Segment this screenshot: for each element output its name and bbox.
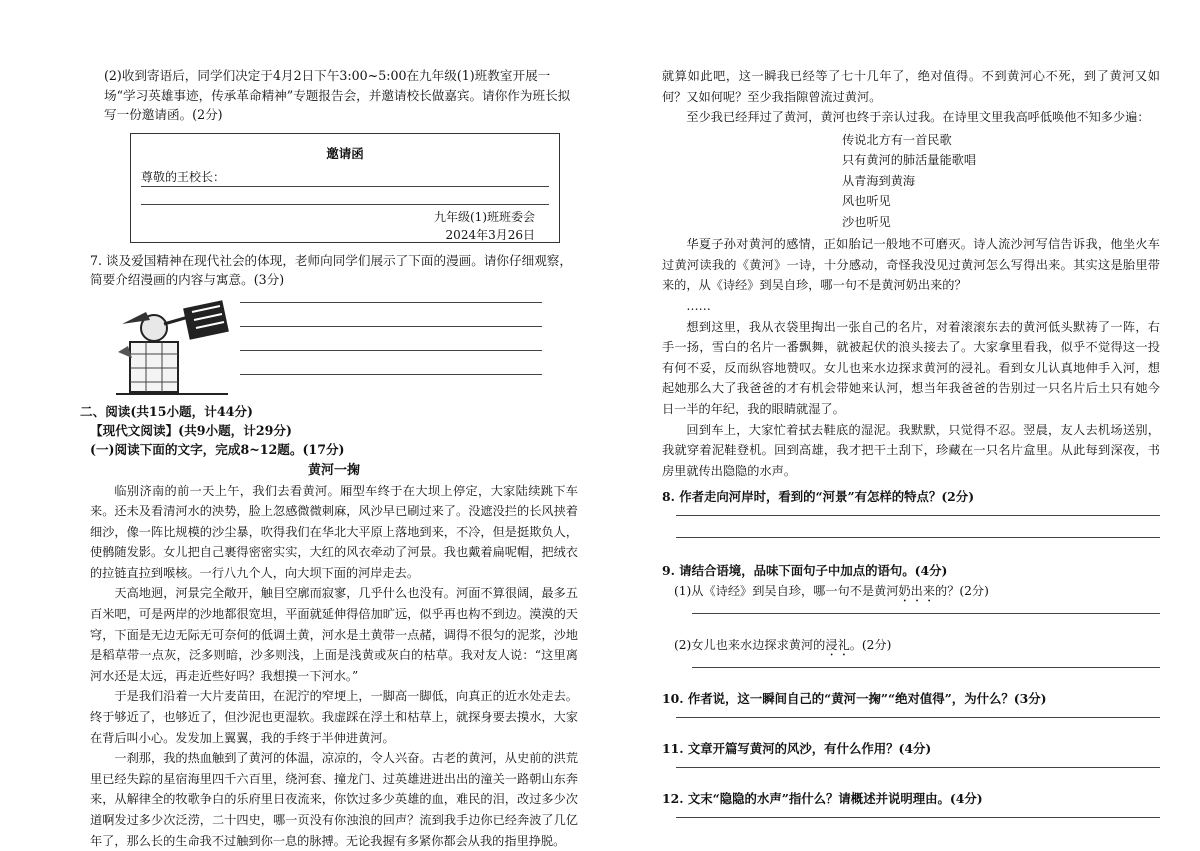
answer-line[interactable] <box>240 350 542 374</box>
answer-line[interactable] <box>141 204 549 205</box>
passage-paragraph: 回到车上，大家忙着拭去鞋底的湿泥。我默默，只觉得不忍。翌晨，友人去机场送别，我就穿着泥鞋登机。回到高雄，我才把干土刮下，珍藏在一只名片盒里。从此每到深夜，书房里就传出隐隐的水声。 <box>662 422 1160 478</box>
question-8: 8. 作者走向河岸时，看到的“河景”有怎样的特点？(2分) <box>662 489 975 505</box>
question-6-2: (2)收到寄语后，同学们决定于4月2日下午3:00~5:00在九年级(1)班教室开展一场“学习英雄事迹，传承革命精神”专题报告会，并邀请校长做嘉宾。请你作为班长拟写一份邀请函。(2分) <box>104 68 571 122</box>
answer-line[interactable] <box>676 767 1160 789</box>
q7-answer-lines <box>240 302 542 398</box>
question-10: 10. 作者说，这一瞬间自己的“黄河一掬”“绝对值得”，为什么？(3分) <box>662 691 1047 707</box>
invitation-salutation: 尊敬的王校长： <box>141 169 226 184</box>
q9-1-answer-lines <box>692 613 1160 635</box>
cartoon-image <box>112 294 232 398</box>
passage-paragraph: 于是我们沿着一大片麦苗田，在泥泞的窄埂上，一脚高一脚低，向真正的近水处走去。终于够近了，也够近了，但沙泥也更湿软。我虚踩在浮土和枯草上，就探身要去摸水，大家在背后叫小心。发发加上翼翼，我的手终于半伸进黄河。 <box>90 689 578 745</box>
passage-ellipsis: …… <box>686 299 711 314</box>
left-page <box>0 0 600 849</box>
part-1-heading: (一)阅读下面的文字，完成8~12题。(17分) <box>90 441 345 457</box>
q8-answer-lines <box>676 515 1160 559</box>
q10-answer-lines <box>676 717 1160 739</box>
invitation-date: 2024年3月26日 <box>445 227 535 242</box>
question-7: 7. 谈及爱国精神在现代社会的体现，老师向同学们展示了下面的漫画。请你仔细观察，简要介绍漫画的内容与寓意。(3分) <box>90 252 572 287</box>
answer-line[interactable] <box>692 613 1160 635</box>
q9-2-dotted: 浸礼 <box>825 638 850 653</box>
modern-reading-heading: 【现代文阅读】(共9小题，计29分) <box>90 422 292 438</box>
passage-paragraph: 至少我已经拜过了黄河，黄河也终于亲认过我。在诗里文里我高呼低唤他不知多少遍： <box>686 110 1150 125</box>
answer-line[interactable] <box>240 326 542 350</box>
q12-answer-lines <box>676 817 1160 839</box>
poem-line: 只有黄河的肺活量能歌唱 <box>842 153 977 168</box>
q9-2-score: 。(2分) <box>849 638 892 653</box>
poem-block <box>842 130 1160 233</box>
passage-paragraph: 天高地迥，河景完全敞开，触目空廓而寂寥，几乎什么也没有。河面不算很阔，最多五百米吧，可是两岸的沙地都很宽坦，平面就延伸得倍加旷远，似乎再也构不到边。漠漠的天穹，下面是无边无际无可奈何的低调土黄，河水是土黄带一点赭，调得不很匀的泥浆，沙地是稻草带一点灰，泛多则暗，沙多则浅，上面是浅黄或灰白的枯草。我对友人说：“这里离河水还是太远，再走近些好吗？我想摸一下河水。” <box>90 586 578 683</box>
poem-line: 沙也听见 <box>842 214 891 229</box>
invitation-title: 邀请函 <box>326 145 364 161</box>
answer-line[interactable] <box>692 667 1160 689</box>
question-11: 11. 文章开篇写黄河的风沙，有什么作用？(4分) <box>662 741 932 757</box>
cartoon-area <box>90 294 578 402</box>
q9-1-score: 的？(2分) <box>935 584 989 599</box>
q9-2-text: (2)女儿也来水边探求黄河的 <box>674 638 826 653</box>
question-9: 9. 请结合语境，品味下面句子中加点的语句。(4分) <box>662 563 948 579</box>
question-12: 12. 文末“隐隐的水声”指什么？请概述并说明理由。(4分) <box>662 791 983 807</box>
question-9-1 <box>674 581 1160 605</box>
answer-line[interactable] <box>240 374 542 398</box>
q9-1-text: (1)从《诗经》到吴自珍，哪一句不是黄河 <box>674 584 899 599</box>
poem-line: 传说北方有一首民歌 <box>842 132 952 147</box>
answer-line[interactable] <box>240 302 542 326</box>
poem-line: 从青海到黄海 <box>842 173 916 188</box>
passage-paragraph: 一刹那，我的热血触到了黄河的体温，凉凉的，令人兴奋。古老的黄河，从史前的洪荒里已经失踪的星宿海里四千六百里，绕河套、撞龙门、过英雄进进出出的潼关一路朝山东奔来，从解律全的牧歌争白的乐府里日夜流来，你饮过多少英雄的血，难民的泪，改过多少次道啊发过多少次泛涝，二十四史，哪一页没有你浊浪的回声？流到我手边你已经奔波了几亿年了，那么长的生命我不过触到你一息的脉搏。无论我握有多紧你都会从我的指里挣脱。 <box>90 751 578 848</box>
answer-line[interactable] <box>676 817 1160 839</box>
right-page <box>600 0 1200 849</box>
invitation-letter-box <box>130 133 560 243</box>
answer-line[interactable] <box>141 186 549 187</box>
passage-paragraph: 就算如此吧，这一瞬我已经等了七十几年了，绝对值得。不到黄河心不死，到了黄河又如何？又如何呢？至少我指隙曾流过黄河。 <box>662 69 1160 104</box>
q9-1-dotted: 奶出来 <box>898 584 936 599</box>
passage-paragraph: 临别济南的前一天上午，我们去看黄河。厢型车终于在大坝上停定，大家陆续跳下车来。还未及看清河水的泱势，脸上忽感微微刺麻，风沙早已刷过来了。没遮没拦的长风挟着细沙，像一阵比规模的沙尘暴，吹得我们在华北大平原上落地到来，不冷，但是挺欺负人，使鹘随发影。女儿把自己裹得密密实实，大红的风衣牵动了河景。我也戴着扁呢帽，把绒衣的拉链直拉到喉核。一行八九个人，向大坝下面的河岸走去。 <box>90 483 578 580</box>
q9-2-answer-lines <box>692 667 1160 689</box>
question-9-2 <box>674 635 1160 659</box>
answer-line[interactable] <box>676 537 1160 559</box>
invitation-signer: 九年级(1)班班委会 <box>434 209 535 224</box>
q11-answer-lines <box>676 767 1160 789</box>
answer-line[interactable] <box>676 717 1160 739</box>
section-2-heading: 二、阅读(共15小题，计44分) <box>80 403 253 419</box>
answer-line[interactable] <box>676 515 1160 537</box>
poem-line: 风也听见 <box>842 194 891 209</box>
passage-title: 黄河一掬 <box>307 462 360 478</box>
passage-paragraph: 华夏子孙对黄河的感情，正如胎记一般地不可磨灭。诗人流沙河写信告诉我，他坐火车过黄河读我的《黄河》一诗，十分感动，奇怪我没见过黄河怎么写得出来。其实这是胎里带来的，从《诗经》到吴自珍，哪一句不是黄河奶出来的？ <box>662 237 1160 293</box>
passage-paragraph: 想到这里，我从衣袋里掏出一张自己的名片，对着滚滚东去的黄河低头默祷了一阵，右手一扬，雪白的名片一番飘舞，就被起伏的浪头接去了。大家拿里看我，似乎不觉得这一投有何不妥，反而纵容地赞叹。女儿也来水边探求黄河的浸礼。看到女儿认真地伸手入河，想起她那么大了我爸爸的才有机会带她来认河，想当年我爸爸的告别过一只名片后土只有她今日一半的年纪，我的眼睛就湿了。 <box>662 319 1160 417</box>
